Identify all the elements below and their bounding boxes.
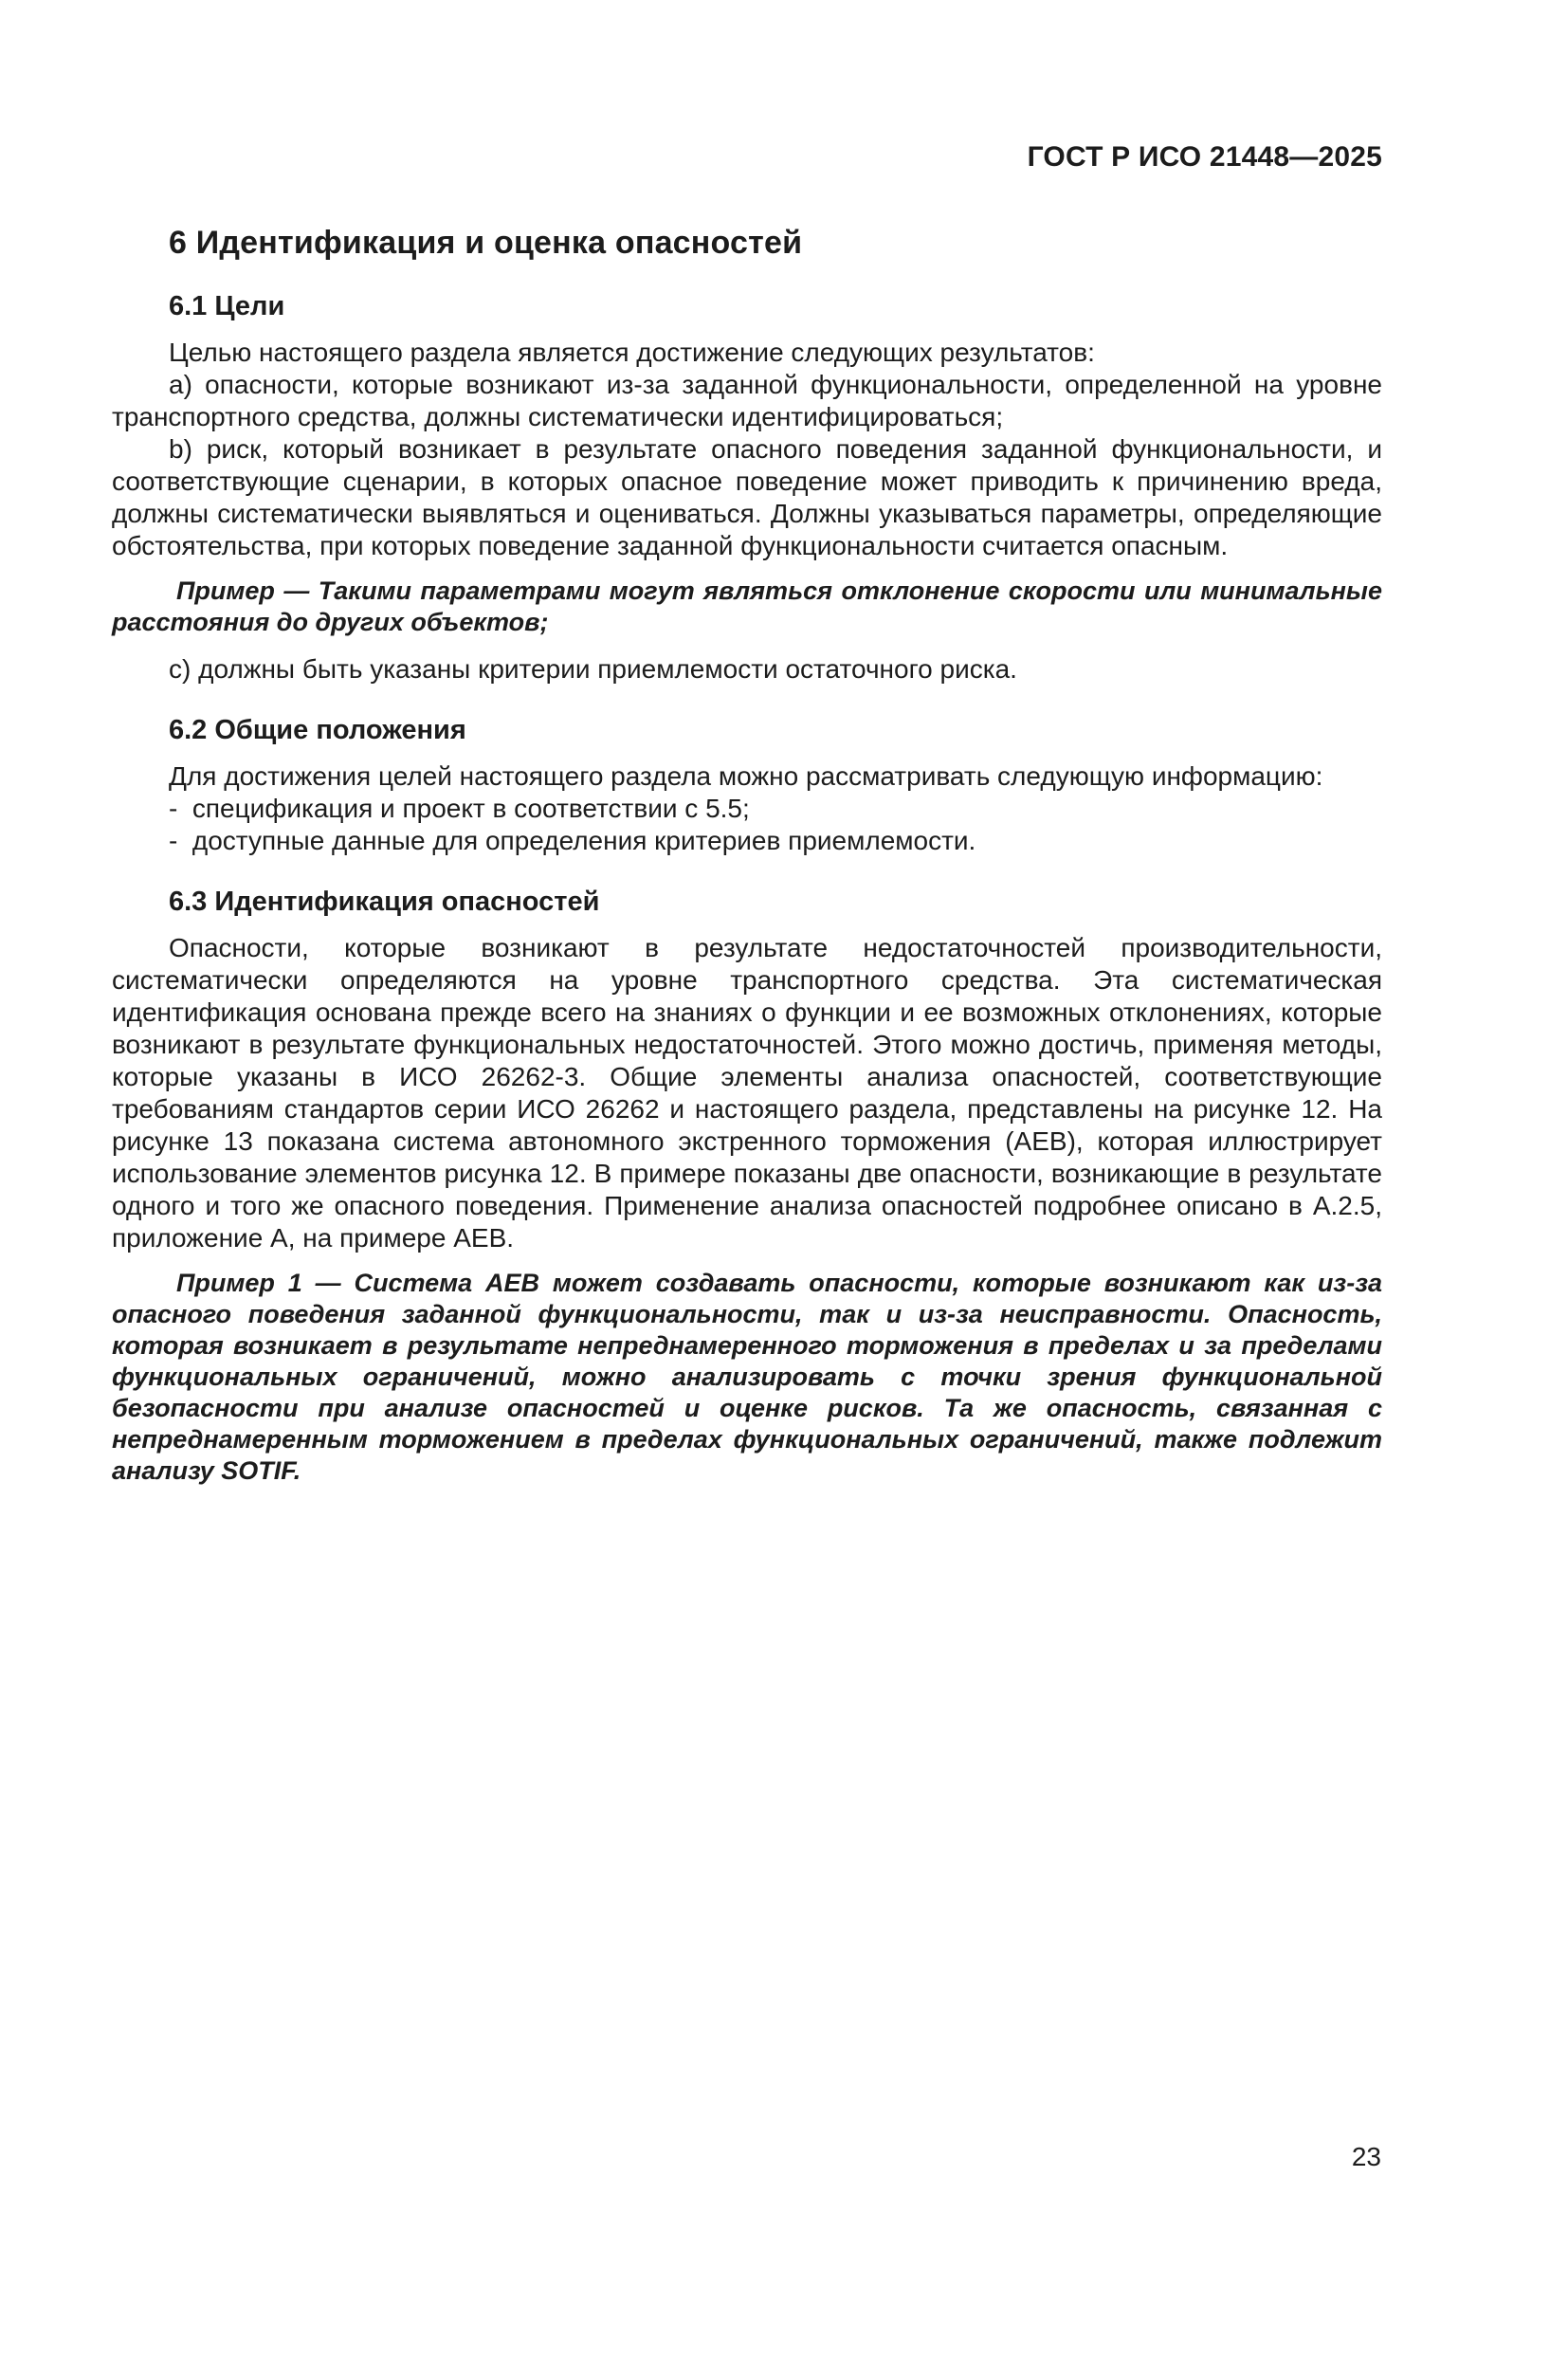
- s61-item-c: c) должны быть указаны критерии приемлемости остаточного риска.: [169, 654, 1017, 684]
- s61-item-a: a) опасности, которые возникают из-за заданной функциональности, определенной на уровне транспортного средства, должны систематически идентифицироваться;: [112, 370, 1382, 431]
- section-6-title: 6 Идентификация и оценка опасностей: [169, 225, 803, 261]
- section-6-2-title: 6.2 Общие положения: [169, 715, 466, 745]
- s62-bullet-1: - спецификация и проект в соответствии с 5.5;: [112, 793, 1382, 825]
- s62-bullet-2: - доступные данные для определения критериев приемлемости.: [112, 825, 1382, 857]
- running-header: ГОСТ Р ИСО 21448—2025: [1027, 141, 1382, 173]
- s61-intro-paragraph: Целью настоящего раздела является достижение следующих результатов:: [169, 338, 1095, 367]
- s61-example: Пример — Такими параметрами могут являться отклонение скорости или минимальные расстояния до других объектов;: [112, 576, 1382, 636]
- s62-intro-paragraph: Для достижения целей настоящего раздела можно рассматривать следующую информацию:: [169, 761, 1323, 791]
- s63-example-1: Пример 1 — Система AEB может создавать опасности, которые возникают как из-за опасного поведения заданной функциональности, так и из-за неисправности. Опасность, которая возникает в результате непреднамеренного торможения в пределах и за пределами функциональных ограничений, можно анализировать с точки зрения функциональной безопасности при анализе опасностей и оценке рисков. Та же опасность, связанная с непреднамеренным торможением в пределах функциональных ограничений, также подлежит анализу SOTIF.: [112, 1269, 1382, 1485]
- section-6-3-title: 6.3 Идентификация опасностей: [169, 887, 600, 917]
- s63-paragraph: Опасности, которые возникают в результате недостаточностей производительности, систематически определяются на уровне транспортного средства. Эта систематическая идентификация основана прежде всего на знаниях о функции и ее возможных отклонениях, которые возникают в результате функциональных недостаточностей. Этого можно достичь, применяя методы, которые указаны в ИСО 26262-3. Общие элементы анализа опасностей, соответствующие требованиям стандартов серии ИСО 26262 и настоящего раздела, представлены на рисунке 12. На рисунке 13 показана система автономного экстренного торможения (AEB), которая иллюстрирует использование элементов рисунка 12. В примере показаны две опасности, возникающие в результате одного и того же опасного поведения. Применение анализа опасностей подробнее описано в A.2.5, приложение A, на примере AEB.: [112, 933, 1382, 1253]
- page-number: 23: [1351, 2142, 1381, 2171]
- s61-item-b: b) риск, который возникает в результате опасного поведения заданной функциональности, и соответствующие сценарии, в которых опасное поведение может приводить к причинению вреда, должны систематически выявляться и оцениваться. Должны указываться параметры, определяющие обстоятельства, при которых поведение заданной функциональности считается опасным.: [112, 434, 1382, 560]
- document-page: [112, 142, 1382, 1487]
- section-6-1-title: 6.1 Цели: [169, 291, 285, 321]
